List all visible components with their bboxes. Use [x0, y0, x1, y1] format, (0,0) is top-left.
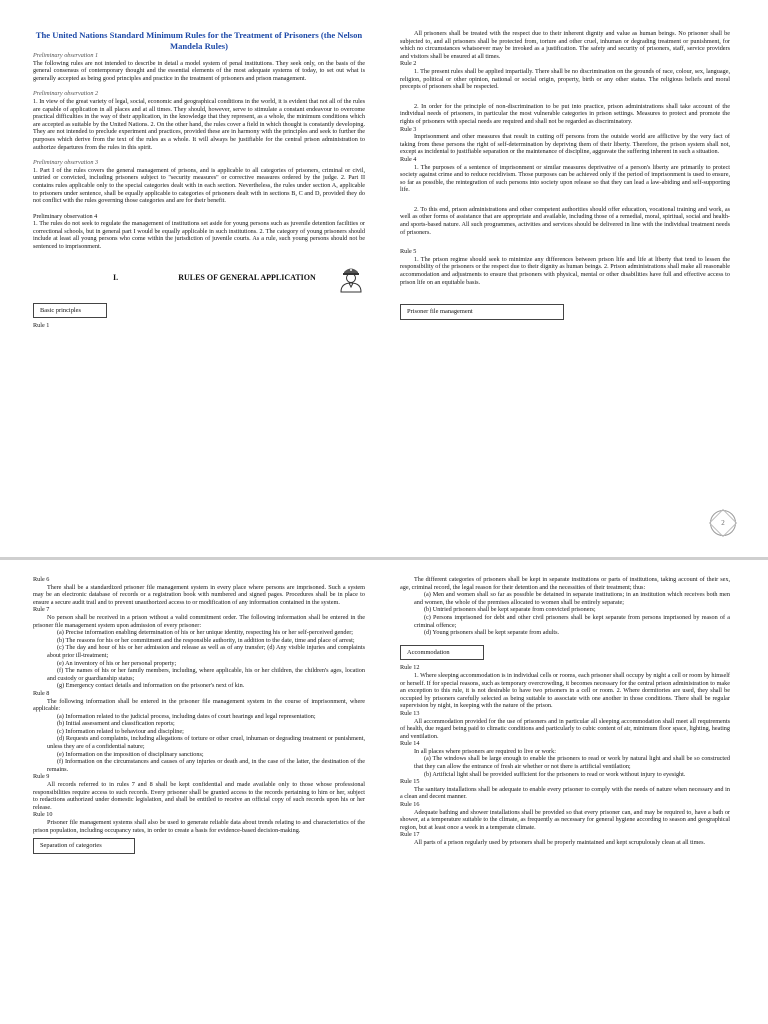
section-number: I.	[113, 272, 119, 282]
rule-8-item: (b) Initial assessment and classification reports;	[57, 720, 175, 728]
observation-3-heading: Preliminary observation 3	[33, 159, 99, 167]
separation-of-categories-label: Separation of categories	[33, 838, 135, 854]
prisoner-file-management-label: Prisoner file management	[400, 304, 564, 320]
rule-7-item: (b) The reasons for his or her commitment and the responsible authority, in addition to the date, time and place of arrest;	[57, 636, 355, 644]
observation-1-heading: Preliminary observation 1	[33, 52, 99, 59]
rule-8-item: (c) Information related to behaviour and discipline;	[57, 727, 184, 735]
rule-7-heading: Rule 7	[33, 606, 50, 614]
rule-11-item: (a) Men and women shall so far as possible be detained in separate institutions; in an institution which receives both men and women, the whole of the premises allocated to women shall be entirely separate;	[414, 591, 730, 606]
rule-16-text: Adequate bathing and shower installations shall be provided so that every prisoner can, and may be required to, have a bath or shower, at a temperature suitable to the climate, as frequently as necessary for general hygiene according to season and geographical region, but at least once a week in a temperate climate.	[400, 808, 730, 831]
rule-6-text: There shall be a standardized prisoner file management system in every place where persons are imprisoned. Such a system may be an electronic database of records or a registration book with numbered and signed pages. Procedures shall be in place to ensure a secure audit trail and to prevent unauthorized access to or modification of any information contained in the system.	[33, 583, 365, 606]
page1-left-column	[33, 30, 365, 330]
section-title: RULES OF GENERAL APPLICATION	[178, 272, 316, 282]
rule-14-item: (a) The windows shall be large enough to enable the prisoners to read or work by natural light and shall be so constructed that they can allow the entrance of fresh air whether or not there is artificial ventilation;	[414, 755, 730, 771]
rule-4-paragraph-2: 2. To this end, prison administrations and other competent authorities should offer education, vocational training and work, as well as other forms of assistance that are appropriate and available, including those of a remedial, moral, spiritual, social and health- and sports-based nature. All such programmes, activities and services should be delivered in line with the individual treatment needs of prisoners.	[400, 205, 730, 236]
accommodation-label: Accommodation	[400, 645, 484, 661]
rule-4-heading: Rule 4	[400, 155, 417, 163]
rule-5-heading: Rule 5	[400, 248, 417, 256]
rule-2-heading: Rule 2	[400, 60, 417, 68]
rule-13-heading: Rule 13	[400, 709, 420, 717]
rule-2-paragraph-1: 1. The present rules shall be applied impartially. There shall be no discrimination on the grounds of race, colour, sex, language, religion, political or other opinion, national or social origin, property, birth or any other status. The religious beliefs and moral precepts of prisoners shall be respected.	[400, 67, 730, 91]
rule-16-heading: Rule 16	[400, 801, 420, 809]
document-title: The United Nations Standard Minimum Rules for the Treatment of Prisoners (the Nelson Mandela Rules)	[35, 30, 363, 51]
rule-7-item: (f) The names of his or her family members, including, where applicable, his or her children, the children's ages, location and custody or guardianship status;	[47, 667, 365, 682]
observation-4-text: 1. The rules do not seek to regulate the management of institutions set aside for young persons such as juvenile detention facilities or correctional schools, but in general part I would be equally applicable in such institutions. 2. The category of young prisoners should include at least all young persons who come within the jurisdiction of juvenile courts. As a rule, such young persons should not be sentenced to imprisonment.	[33, 220, 365, 251]
rule-8-item: (a) Information related to the judicial process, including dates of court hearings and legal representation;	[57, 712, 316, 720]
rule-10-heading: Rule 10	[33, 811, 53, 819]
section-heading	[33, 263, 365, 293]
rule-11-item: (b) Untried prisoners shall be kept separate from convicted prisoners;	[424, 606, 596, 614]
rule-7-item: (a) Precise information enabling determination of his or her unique identity, respecting his or her self-perceived gender;	[57, 629, 353, 637]
rule-8-heading: Rule 8	[33, 689, 50, 697]
rule-3-heading: Rule 3	[400, 125, 417, 133]
rule-9-text: All records referred to in rules 7 and 8 shall be kept confidential and made available only to those whose professional responsibilities require access to such records. Every prisoner shall be granted access to the records pertaining to him or her, subject to redactions authorized under domestic legislation, and shall be entitled to receive an official copy of such records upon his or her release.	[33, 781, 365, 811]
rule-8-item: (e) Information on the imposition of disciplinary sanctions;	[57, 750, 204, 758]
rule-17-heading: Rule 17	[400, 831, 420, 839]
rule-12-heading: Rule 12	[400, 664, 420, 672]
rule-7-text: No person shall be received in a prison without a valid commitment order. The following information shall be entered in the prisoner file management system upon admission of every prisoner:	[33, 613, 365, 629]
rule-14-text: In all places where prisoners are required to live or work:	[414, 747, 556, 755]
observation-4-heading: Preliminary observation 4	[33, 212, 98, 220]
observation-3-text: 1. Part I of the rules covers the general management of prisons, and is applicable to all categories of prisoners, criminal or civil, untried or convicted, including prisoners subject to "security measures" or corrective measures ordered by the judge. 2. Part II contains rules applicable only to the special categories dealt with in each section. Nevertheless, the rules under section A, applicable to prisoners under sentence, shall be equally applicable to categories of prisoners dealt with in sections B, C and D, provided they do not conflict with the rules governing those categories and are for their benefit.	[33, 166, 365, 205]
rule-3-text: Imprisonment and other measures that result in cutting off persons from the outside world are afflictive by the very fact of taking from these persons the right of self-determination by depriving them of their liberty. Therefore, the prison system shall not, except as incidental to justifiable separation or the maintenance of discipline, aggravate the suffering inherent in such a situation.	[400, 133, 730, 156]
page2-right-column	[400, 576, 730, 847]
page-number: 2	[721, 519, 725, 527]
rule-7-item: (e) An inventory of his or her personal property;	[57, 659, 177, 667]
rule-14-item: (b) Artificial light shall be provided sufficient for the prisoners to read or work without injury to eyesight.	[424, 770, 686, 778]
rule-15-heading: Rule 15	[400, 778, 420, 786]
rule-9-heading: Rule 9	[33, 773, 50, 781]
page1-right-column	[400, 30, 730, 324]
rule-11-item: (c) Persons imprisoned for debt and other civil prisoners shall be kept separate from persons imprisoned by reason of a criminal offence;	[414, 613, 730, 629]
rule-5-text: 1. The prison regime should seek to minimize any differences between prison life and life at liberty that tend to lessen the responsibility of the prisoners or the respect due to their dignity as human beings. 2. Prison administrations shall make all reasonable accommodation and adjustments to ensure that prisoners with physical, mental or other disabilities have full and effective access to prison life on an equitable basis.	[400, 255, 730, 286]
page-number-badge	[710, 510, 736, 536]
page2-left-column	[33, 576, 365, 858]
rule-1-heading: Rule 1	[33, 322, 50, 330]
rule-13-text: All accommodation provided for the use of prisoners and in particular all sleeping accommodation shall meet all requirements of health, due regard being paid to climatic conditions and particularly to cubic content of air, minimum floor space, lighting, heating and ventilation.	[400, 717, 730, 740]
rule-14-heading: Rule 14	[400, 740, 420, 748]
rule-8-item: (f) Information on the circumstances and causes of any injuries or death and, in the case of the latter, the destination of the remains.	[47, 758, 365, 773]
rule-6-heading: Rule 6	[33, 576, 50, 583]
rule-17-text: All parts of a prison regularly used by prisoners shall be properly maintained and kept scrupulously clean at all times.	[414, 839, 706, 846]
rule-11-text: The different categories of prisoners shall be kept in separate institutions or parts of institutions, taking account of their sex, age, criminal record, the legal reason for their detention and the necessities of their treatment; thus:	[400, 576, 730, 591]
rule-7-item: (g) Emergency contact details and information on the prisoner's next of kin.	[57, 682, 245, 690]
basic-principles-label: Basic principles	[33, 303, 107, 319]
prison-officer-icon	[337, 263, 365, 293]
rule-11-item: (d) Young prisoners shall be kept separate from adults.	[424, 629, 560, 637]
observation-2-heading: Preliminary observation 2	[33, 90, 99, 98]
observation-1-text: The following rules are not intended to describe in detail a model system of penal institutions. They seek only, on the basis of the general consensus of contemporary thought and the essential elements of the most adequate systems of today, to set out what is generally accepted as being good principles and practice in the treatment of prisoners and prison management.	[33, 59, 365, 82]
document-page-2	[0, 560, 768, 1024]
rule-10-text: Prisoner file management systems shall also be used to generate reliable data about trends relating to and characteristics of the prison population, including occupancy rates, in order to create a basis for evidence-based decision-making.	[33, 819, 365, 834]
rule-8-text: The following information shall be entered in the prisoner file management system in the course of imprisonment, where applicable:	[33, 697, 365, 713]
rule-15-text: The sanitary installations shall be adequate to enable every prisoner to comply with the needs of nature when necessary and in a clean and decent manner.	[400, 785, 730, 801]
rule-8-item: (d) Requests and complaints, including allegations of torture or other cruel, inhuman or degrading treatment or punishment, unless they are of a confidential nature;	[47, 735, 365, 751]
rule-4-paragraph-1: 1. The purposes of a sentence of imprisonment or similar measures deprivative of a person's liberty are primarily to protect society against crime and to reduce recidivism. Those purposes can be achieved only if the period of imprisonment is used to ensure, so far as possible, the reintegration of such persons into society upon release so that they can lead a law-abiding and self-supporting life.	[400, 163, 730, 194]
observation-2-text: 1. In view of the great variety of legal, social, economic and geographical conditions in the world, it is evident that not all of the rules are capable of application in all places and at all times. They should, however, serve to stimulate a constant endeavour to overcome practical difficulties in the way of their application, in the knowledge that they represent, as a whole, the minimum conditions which are accepted as suitable by the United Nations. 2. On the other hand, the rules cover a field in which thought is constantly developing. They are not intended to preclude experiment and practices, provided these are in harmony with the principles and seek to further the purposes which derive from the text of the rules as a whole. It will always be justifiable for the central prison administration to authorize departures from the rules in this spirit.	[33, 97, 365, 151]
rule-1-text: All prisoners shall be treated with the respect due to their inherent dignity and value as human beings. No prisoner shall be subjected to, and all prisoners shall be protected from, torture and other cruel, inhuman or degrading treatment or punishment, for which no circumstances whatsoever may be invoked as a justification. The safety and security of prisoners, staff, service providers and visitors shall be ensured at all times.	[400, 30, 730, 60]
rule-12-text: 1. Where sleeping accommodation is in individual cells or rooms, each prisoner shall occupy by night a cell or room by himself or herself. If for special reasons, such as temporary overcrowding, it becomes necessary for the central prison administration to make an exception to this rule, it is not desirable to have two prisoners in a cell or room. 2. Where dormitories are used, they shall be occupied by prisoners carefully selected as being suitable to associate with one another in those conditions. There shall be regular supervision by night, in keeping with the nature of the prison.	[400, 671, 730, 710]
rule-2-paragraph-2: 2. In order for the principle of non-discrimination to be put into practice, prison administrations shall take account of the individual needs of prisoners, in particular the most vulnerable categories in prison settings. Measures to protect and promote the rights of prisoners with special needs are required and shall not be regarded as discriminatory.	[400, 102, 730, 125]
rule-7-item: (c) The day and hour of his or her admission and release as well as of any transfer; (d) Any visible injuries and complaints about prior ill-treatment;	[47, 644, 365, 659]
